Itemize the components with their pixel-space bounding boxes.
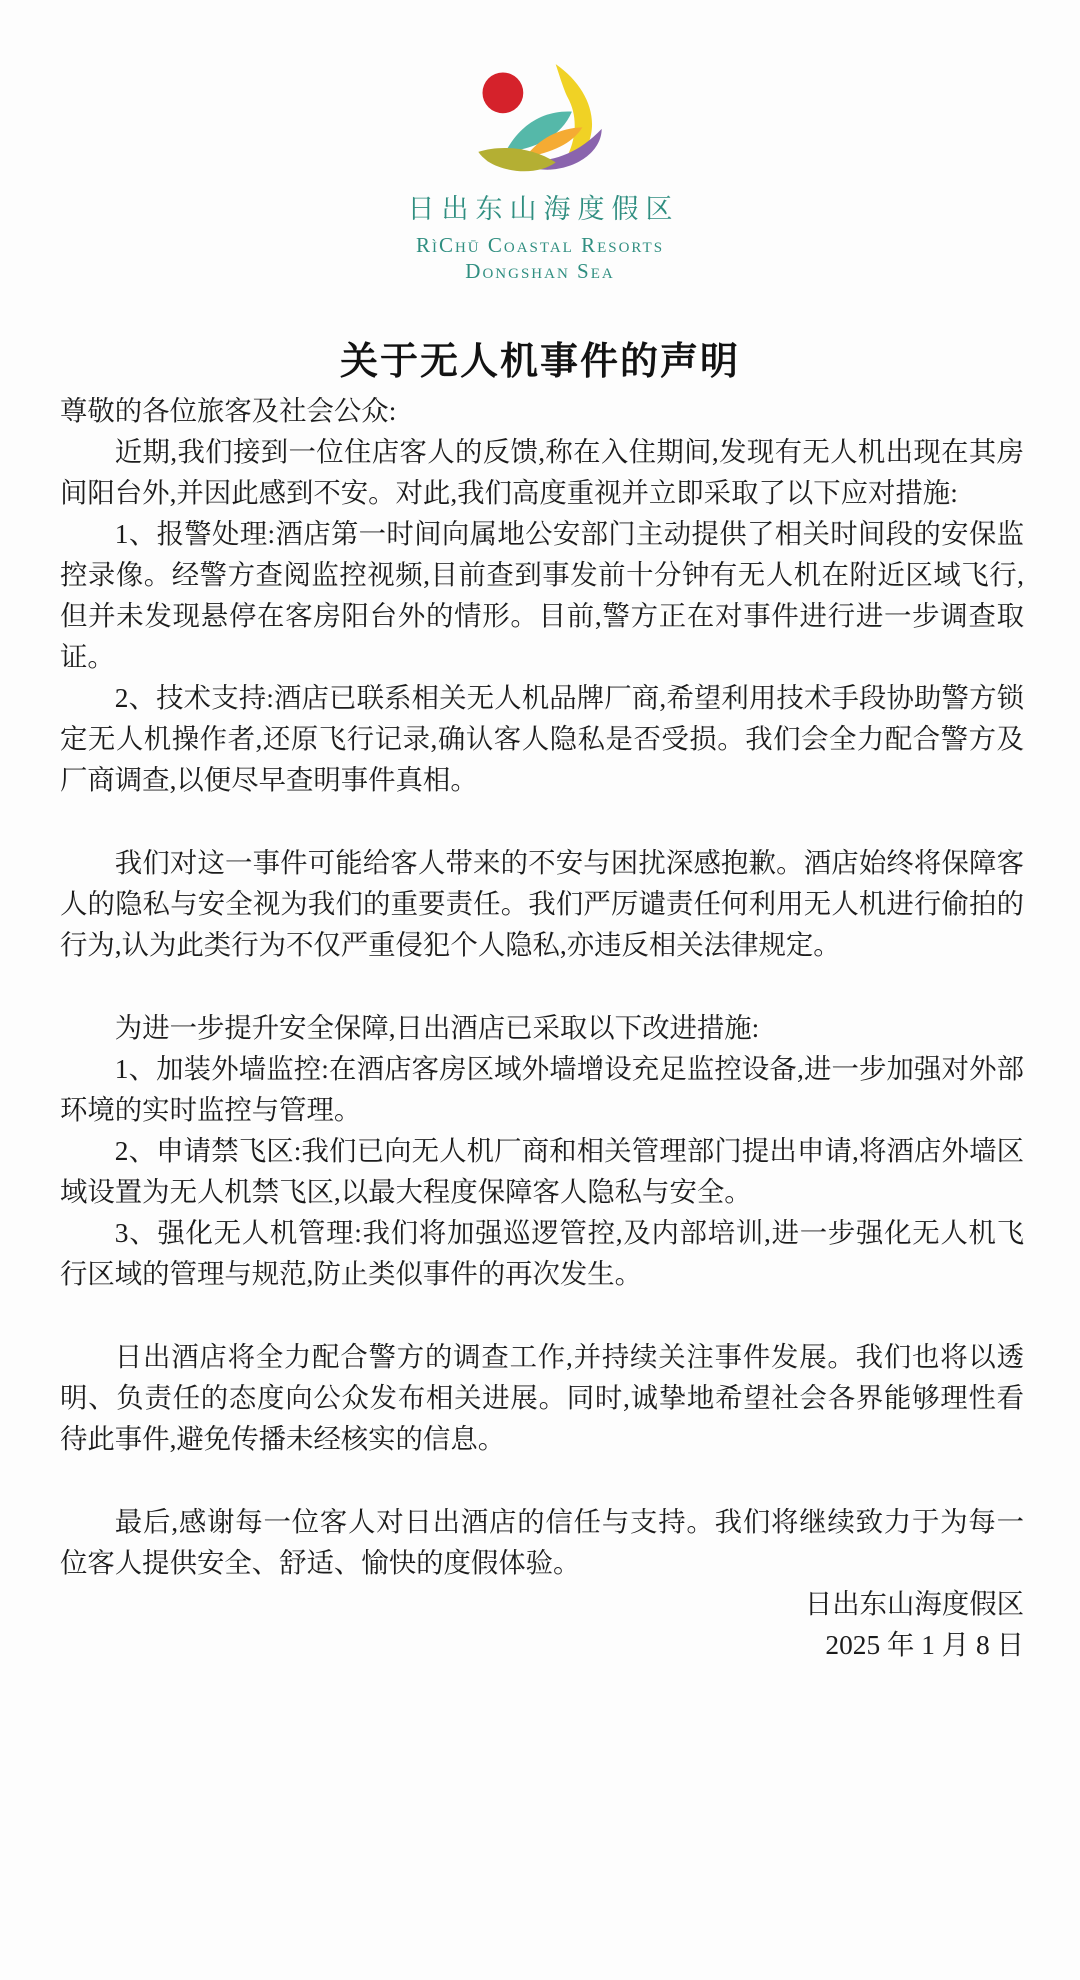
statement-paragraph: 1、报警处理:酒店第一时间向属地公安部门主动提供了相关时间段的安保监控录像。经警方查阅监控视频,目前查到事发前十分钟有无人机在附近区域飞行,但并未发现悬停在客房阳台外的情形。目前,警方正在对事件进行进一步调查取证。 bbox=[60, 519, 1024, 672]
statement-paragraph: 我们对这一事件可能给客人带来的不安与困扰深感抱歉。酒店始终将保障客人的隐私与安全视为我们的重要责任。我们严厉谴责任何利用无人机进行偷拍的行为,认为此类行为不仅严重侵犯个人隐私,亦违反相关法律规定。 bbox=[60, 848, 1024, 960]
statement-title: 关于无人机事件的声明 bbox=[339, 341, 740, 383]
signature: 日出东山海度假区 bbox=[804, 1589, 1024, 1619]
statement-body bbox=[60, 432, 1024, 1584]
statement-paragraph: 2、技术支持:酒店已联系相关无人机品牌厂商,希望利用技术手段协助警方锁定无人机操作者,还原飞行记录,确认客人隐私是否受损。我们会全力配合警方及厂商调查,以便尽早查明事件真相。 bbox=[60, 683, 1024, 795]
logo-name-english-line1: RìChū Coastal Resorts bbox=[415, 233, 665, 257]
statement-paragraph: 最后,感谢每一位客人对日出酒店的信任与支持。我们将继续致力于为每一位客人提供安全、舒适、愉快的度假体验。 bbox=[60, 1507, 1024, 1578]
salutation: 尊敬的各位旅客及社会公众: bbox=[60, 396, 397, 426]
statement-paragraph: 2、申请禁飞区:我们已向无人机厂商和相关管理部门提出申请,将酒店外墙区域设置为无人机禁飞区,以最大程度保障客人隐私与安全。 bbox=[60, 1136, 1024, 1207]
resort-logo-icon bbox=[477, 62, 603, 177]
statement-paragraph: 日出酒店将全力配合警方的调查工作,并持续关注事件发展。我们也将以透明、负责任的态度向公众发布相关进展。同时,诚挚地希望社会各界能够理性看待此事件,避免传播未经核实的信息。 bbox=[60, 1342, 1024, 1454]
statement-paragraph: 1、加装外墙监控:在酒店客房区域外墙增设充足监控设备,进一步加强对外部环境的实时监控与管理。 bbox=[60, 1054, 1024, 1125]
logo-name-english-line2: Dongshan Sea bbox=[465, 259, 615, 283]
statement-paragraph: 为进一步提升安全保障,日出酒店已采取以下改进措施: bbox=[114, 1013, 760, 1043]
statement-content bbox=[0, 391, 1080, 1666]
statement-paragraph: 3、强化无人机管理:我们将加强巡逻管控,及内部培训,进一步强化无人机飞行区域的管理与规范,防止类似事件的再次发生。 bbox=[60, 1218, 1024, 1289]
signature-date: 2025 年 1 月 8 日 bbox=[825, 1630, 1024, 1660]
sun-shape bbox=[483, 72, 524, 113]
resort-logo bbox=[0, 0, 1080, 283]
statement-paragraph: 近期,我们接到一位住店客人的反馈,称在入住期间,发现有无人机出现在其房间阳台外,并因此感到不安。对此,我们高度重视并立即采取了以下应对措施: bbox=[60, 437, 1024, 508]
logo-name-chinese: 日出东山海度假区 bbox=[407, 194, 680, 224]
